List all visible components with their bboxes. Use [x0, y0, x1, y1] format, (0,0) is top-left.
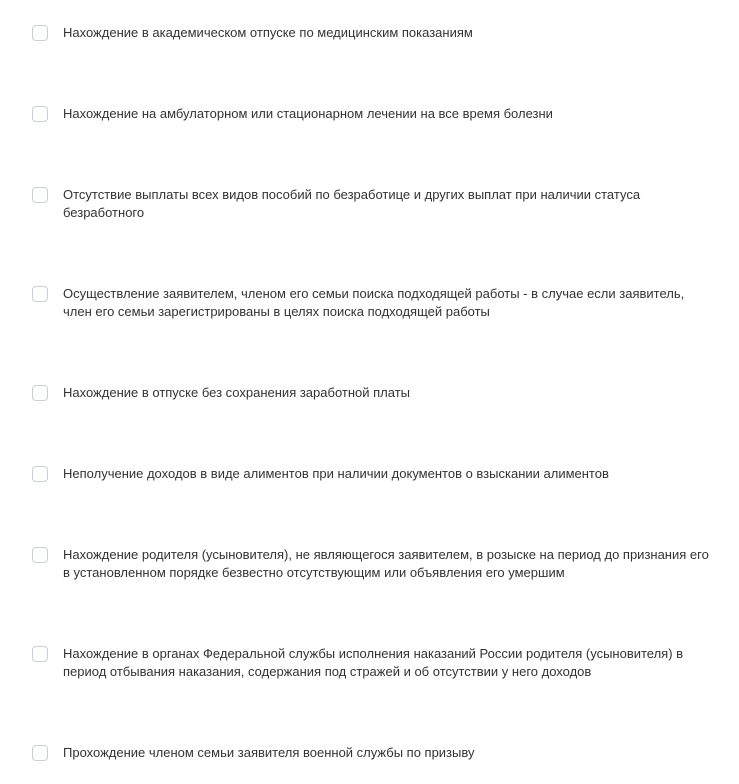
checkbox[interactable] [32, 106, 48, 122]
option-academic-leave[interactable] [32, 24, 712, 42]
option-parent-in-prison[interactable] [32, 645, 712, 681]
option-parent-wanted[interactable] [32, 546, 712, 582]
checkbox[interactable] [32, 646, 48, 662]
option-label: Нахождение родителя (усыновителя), не являющегося заявителем, в розыске на период до признания его в установленном порядке безвестно отсутствующим или объявления его умершим [63, 547, 709, 580]
option-job-search[interactable] [32, 285, 712, 321]
checkbox[interactable] [32, 187, 48, 203]
option-unpaid-leave[interactable] [32, 384, 712, 402]
checkbox[interactable] [32, 745, 48, 761]
option-military-service[interactable] [32, 744, 712, 762]
option-label: Нахождение в органах Федеральной службы исполнения наказаний России родителя (усыновителя) в период отбывания наказания, содержания под стражей и об отсутствии у него доходов [63, 646, 684, 679]
checkbox[interactable] [32, 466, 48, 482]
checkbox[interactable] [32, 25, 48, 41]
checkbox[interactable] [32, 385, 48, 401]
option-label: Нахождение в отпуске без сохранения заработной платы [63, 385, 410, 400]
option-label: Осуществление заявителем, членом его семьи поиска подходящей работы - в случае если заявитель, член его семьи зарегистрированы в целях поиска подходящей работы [63, 286, 685, 319]
option-medical-treatment[interactable] [32, 105, 712, 123]
checkbox[interactable] [32, 286, 48, 302]
option-label: Нахождение в академическом отпуске по медицинским показаниям [63, 25, 473, 40]
option-no-alimony[interactable] [32, 465, 712, 483]
option-label: Прохождение членом семьи заявителя военной службы по призыву [63, 745, 475, 760]
checkbox[interactable] [32, 547, 48, 563]
option-label: Нахождение на амбулаторном или стационарном лечении на все время болезни [63, 106, 553, 121]
option-label: Неполучение доходов в виде алиментов при наличии документов о взыскании алиментов [63, 466, 609, 481]
option-label: Отсутствие выплаты всех видов пособий по безработице и других выплат при наличии статуса безработного [63, 187, 641, 220]
option-no-unemployment-benefits[interactable] [32, 186, 712, 222]
